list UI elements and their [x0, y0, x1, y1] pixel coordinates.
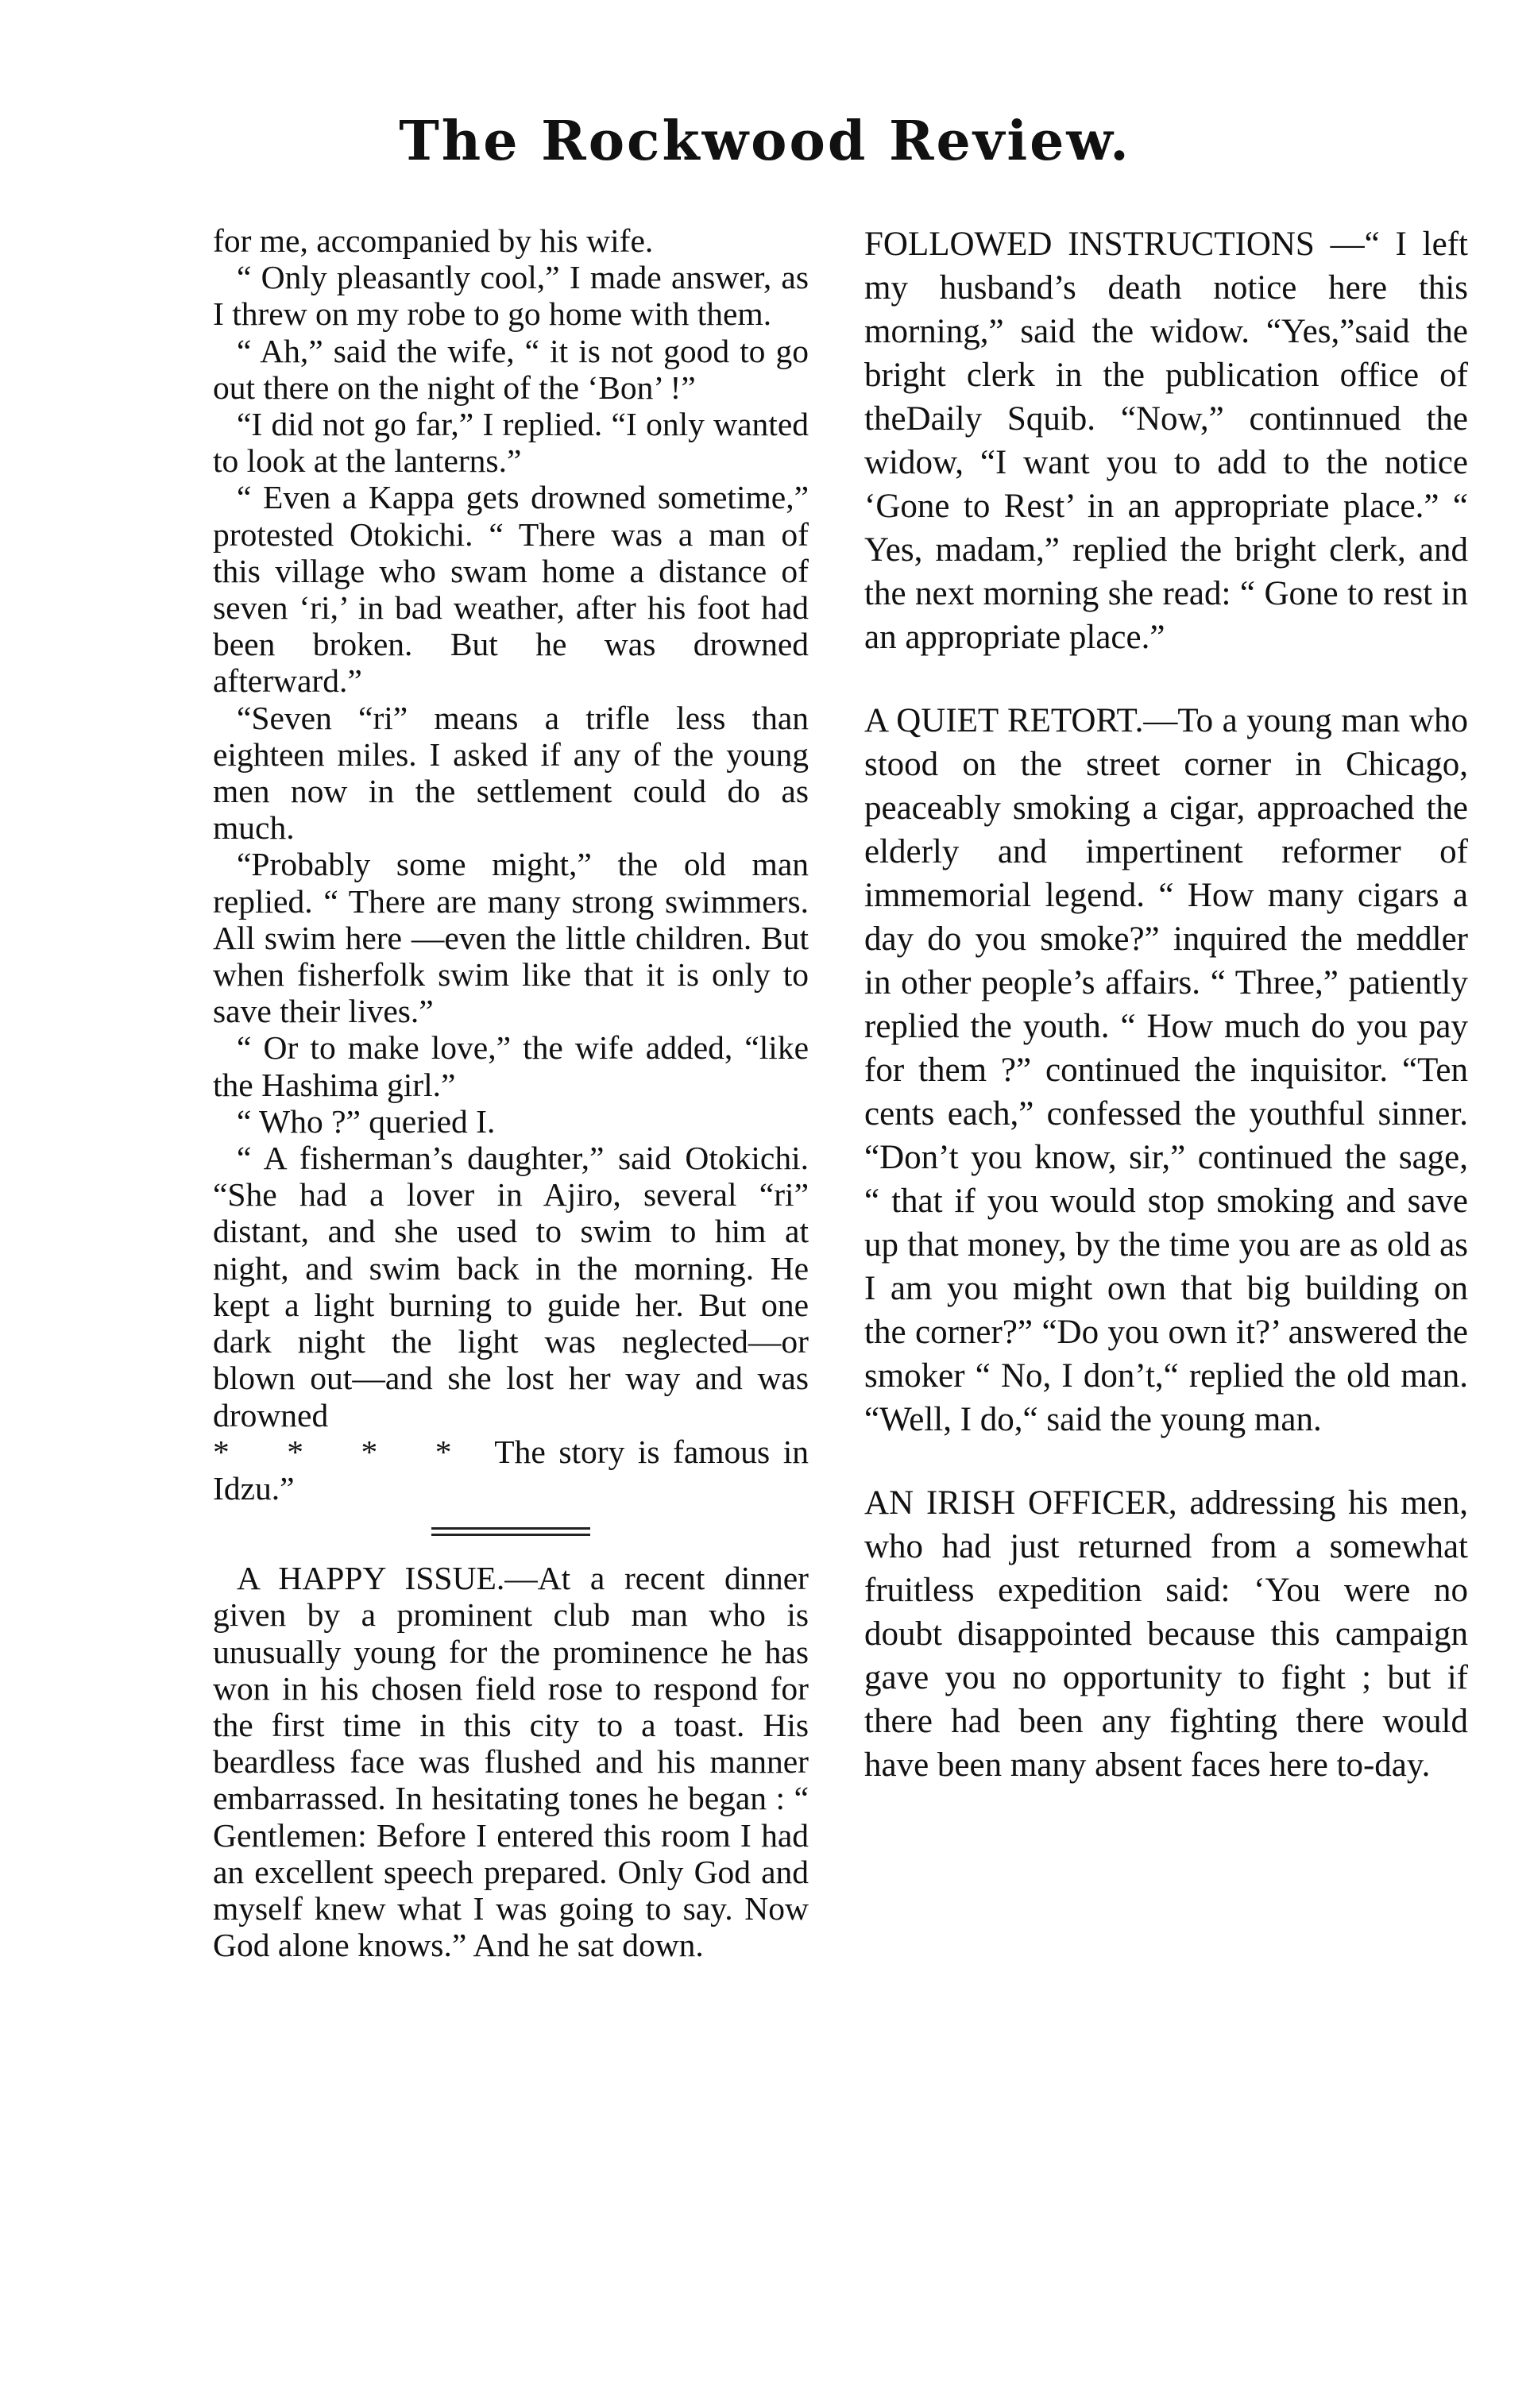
paragraph: “ Or to make love,” the wife added, “like the Hashima girl.”: [213, 1029, 809, 1103]
paragraph: “ Even a Kappa gets drowned sometime,” protested Otokichi. “ There was a man of this village who swam home a distance of seven ‘ri,’ in bad weather, after his foot had been broken. But he was drowned afterward.”: [213, 479, 809, 700]
right-column: [864, 222, 1468, 1787]
paragraph: “Probably some might,” the old man replied. “ There are many strong swimmers. All swim here —even the little children. But when fisherfolk swim like that it is only to save their lives.”: [213, 846, 809, 1030]
article-followed-instructions: FOLLOWED INSTRUCTIONS —“ I left my husband’s death notice here this morning,” said the widow. “Yes,”said the bright clerk in the publication office of theDaily Squib. “Now,” continnued the widow, “I want you to add to the notice ‘Gone to Rest’ in an appropriate place.” “ Yes, madam,” replied the bright clerk, and the next morning she read: “ Gone to rest in an appropriate place.”: [864, 226, 1468, 656]
asterisk-break: * * * *: [213, 1433, 474, 1470]
paragraph: “ Who ?” queried I.: [237, 1102, 496, 1140]
paragraph: for me, accompanied by his wife.: [213, 222, 654, 259]
paragraph: “ Ah,” said the wife, “ it is not good to go out there on the night of the ‘Bon’ !”: [213, 332, 809, 406]
paragraph: “Seven “ri” means a trifle less than eighteen miles. I asked if any of the young men now in the settlement could do as much.: [213, 699, 809, 847]
paragraph: “ Only pleasantly cool,” I made answer, as I threw on my robe to go home with them.: [213, 259, 809, 333]
paragraph: “I did not go far,” I replied. “I only wanted to look at the lanterns.”: [213, 406, 809, 480]
paragraph-text: “ A fisherman’s daughter,” said Otokichi. “She had a lover in Ajiro, several “ri” distant, and she used to swim to him at night, and swim back in the morning. He kept a light burning to guide her. But one dark night the light was neglected—or blown out—and she lost her way and was drowned: [213, 1140, 809, 1434]
section-divider: [431, 1527, 590, 1536]
paragraph: [213, 1140, 809, 1507]
article-happy-issue: A HAPPY ISSUE.—At a recent dinner given by a prominent club man who is unusually young for the prominence he has won in his chosen field rose to respond for the first time in this city to a toast. His beardless face was flushed and his manner embarrassed. In hesitating tones he began : “ Gentlemen: Before I entered this room I had an excellent speech prepared. Only God and myself knew what I was going to say. Now God alone knows.” And he sat down.: [213, 1560, 809, 1964]
article-quiet-retort: A QUIET RETORT.—To a young man who stood on the street corner in Chicago, peaceably smoking a cigar, approached the elderly and impertinent reformer of immemorial legend. “ How many cigars a day do you smoke?” inquired the meddler in other people’s affairs. “ Three,” patiently replied the youth. “ How much do you pay for them ?” continued the inquisitor. “Ten cents each,” confessed the youthful sinner. “Don’t you know, sir,” continued the sage, “ that if you would stop smoking and save up that money, by the time you are as old as I am you might own that big building on the corner?” “Do you own it?’ answered the smoker “ No, I don’t,“ replied the old man. “Well, I do,“ said the young man.: [864, 702, 1468, 1438]
paragraph-text: The story is famous in Idzu.”: [213, 1433, 809, 1507]
left-column: [213, 222, 809, 1963]
masthead-title: The Rockwood Review.: [399, 110, 1131, 173]
article-irish-officer: AN IRISH OFFICER, addressing his men, who had just returned from a somewhat fruitless expedition said: ‘You were no doubt disappointed because this campaign gave you no opportunity to fight ; but if there had been any fighting there would have been many absent faces here to-day.: [864, 1484, 1468, 1784]
